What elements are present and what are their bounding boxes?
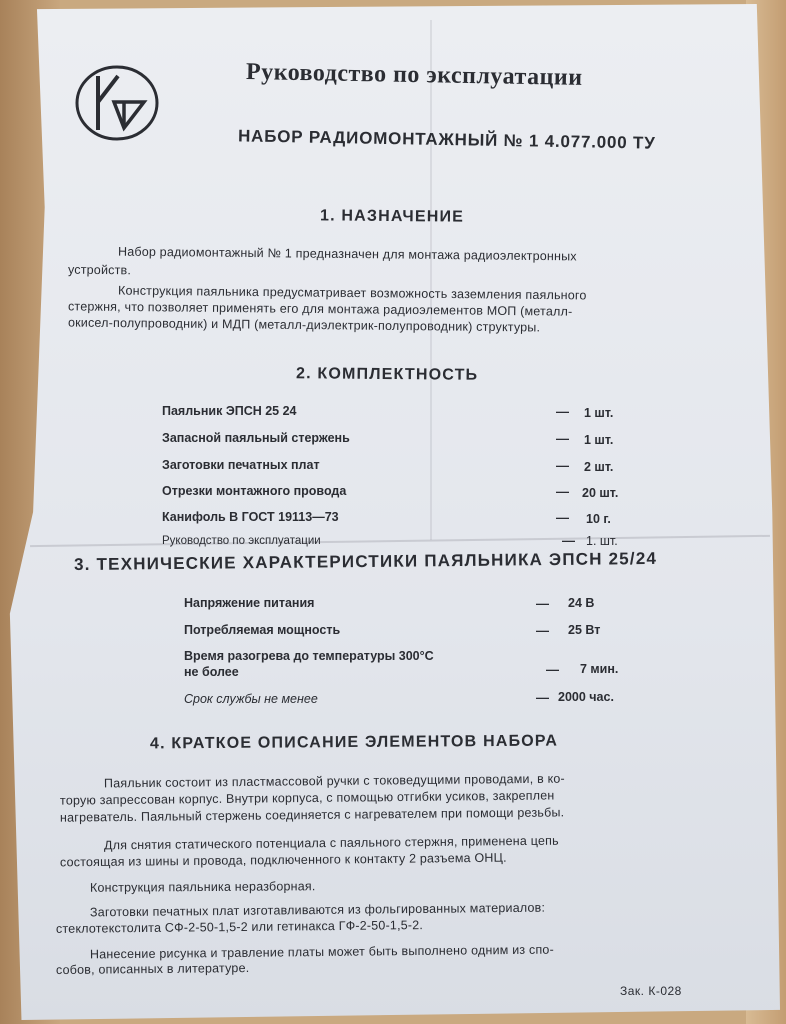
kit-item-value: 1. шт.	[586, 534, 618, 548]
section4-line: Конструкция паяльника неразборная.	[89, 879, 316, 895]
spec-value: 25 Вт	[568, 623, 601, 637]
spec-label: Срок службы не менее	[184, 692, 318, 706]
section4-heading: 4. КРАТКОЕ ОПИСАНИЕ ЭЛЕМЕНТОВ НАБОРА	[149, 732, 559, 753]
kit-item-value: 20 шт.	[582, 486, 619, 500]
spec-value: 2000 час.	[558, 690, 614, 704]
kit-item-value: 10 г.	[586, 512, 611, 526]
kit-item-label: Руководство по эксплуатации	[162, 535, 321, 547]
section4-line: Для снятия статического потенциала с паяльного стержня, применена цепь	[103, 833, 559, 853]
spec-dash: —	[546, 662, 559, 677]
kit-item-label: Отрезки монтажного провода	[162, 484, 347, 498]
section3-heading: 3. ТЕХНИЧЕСКИЕ ХАРАКТЕРИСТИКИ ПАЯЛЬНИКА ЭПСН 25/24	[73, 548, 658, 575]
section1-heading: 1. НАЗНАЧЕНИЕ	[319, 207, 465, 226]
order-mark: Зак. К-028	[620, 984, 682, 998]
document-subtitle: НАБОР РАДИОМОНТАЖНЫЙ № 1 4.077.000 ТУ	[237, 126, 656, 153]
kit-item-value: 1 шт.	[584, 406, 614, 420]
section4-line: Паяльник состоит из пластмассовой ручки с токоведущими проводами, в ко-	[103, 771, 565, 791]
kit-item-dash: —	[556, 431, 569, 446]
section1-line: стержня, что позволяет применять его для монтажа радиоэлементов МОП (металл-	[67, 299, 573, 319]
kit-item-dash: —	[556, 404, 569, 419]
kit-item-dash: —	[556, 510, 569, 525]
document-title: Руководство по эксплуатации	[245, 59, 583, 91]
section2-heading: 2. КОМПЛЕКТНОСТЬ	[295, 365, 479, 384]
section1-line: устройств.	[67, 262, 132, 278]
kit-item-dash: —	[556, 458, 569, 473]
section1-line: окисел-полупроводник) и МДП (металл-диэлектрик-полупроводник) структуры.	[67, 315, 541, 335]
section4-line: стеклотекстолита СФ-2-50-1,5-2 или гетинакса ГФ-2-50-1,5-2.	[55, 918, 424, 936]
section1-line: Конструкция паяльника предусматривает возможность заземления паяльного	[117, 283, 587, 303]
spec-label-continued: не более	[184, 665, 239, 679]
kit-item-label: Заготовки печатных плат	[162, 458, 320, 472]
spec-label: Потребляемая мощность	[184, 623, 341, 637]
section1-line: Набор радиомонтажный № 1 предназначен для монтажа радиоэлектронных	[117, 244, 577, 264]
section4-line: собов, описанных в литературе.	[55, 960, 250, 978]
kit-item-label: Паяльник ЭПСН 25 24	[162, 404, 297, 418]
section4-line: нагреватель. Паяльный стержень соединяется с нагревателем при помощи резьбы.	[59, 805, 565, 825]
section4-line: торую запрессован корпус. Внутри корпуса, с помощью отгибки усиков, закреплен	[59, 788, 555, 808]
kit-item-label: Канифоль В ГОСТ 19113—73	[162, 510, 339, 524]
section4-line: Заготовки печатных плат изготавливаются из фольгированных материалов:	[89, 900, 546, 920]
kit-item-value: 1 шт.	[584, 433, 614, 447]
kit-item-value: 2 шт.	[584, 460, 614, 474]
spec-dash: —	[536, 690, 549, 705]
section4-line: состоящая из шины и провода, подключенного к контакту 2 разъема ОНЦ.	[59, 850, 507, 870]
spec-value: 7 мин.	[580, 662, 619, 676]
spec-dash: —	[536, 596, 549, 611]
spec-label: Напряжение питания	[184, 596, 315, 610]
manufacturer-logo-icon	[72, 62, 162, 144]
spec-dash: —	[536, 623, 549, 638]
kit-item-label: Запасной паяльный стержень	[162, 431, 350, 445]
kit-item-dash: —	[562, 533, 575, 548]
kit-item-dash: —	[556, 484, 569, 499]
section4-line: Нанесение рисунка и травление платы может быть выполнено одним из спо-	[89, 942, 554, 962]
spec-value: 24 В	[568, 596, 595, 610]
paper-fold-vertical	[430, 20, 432, 540]
spec-label: Время разогрева до температуры 300°С	[184, 649, 434, 663]
